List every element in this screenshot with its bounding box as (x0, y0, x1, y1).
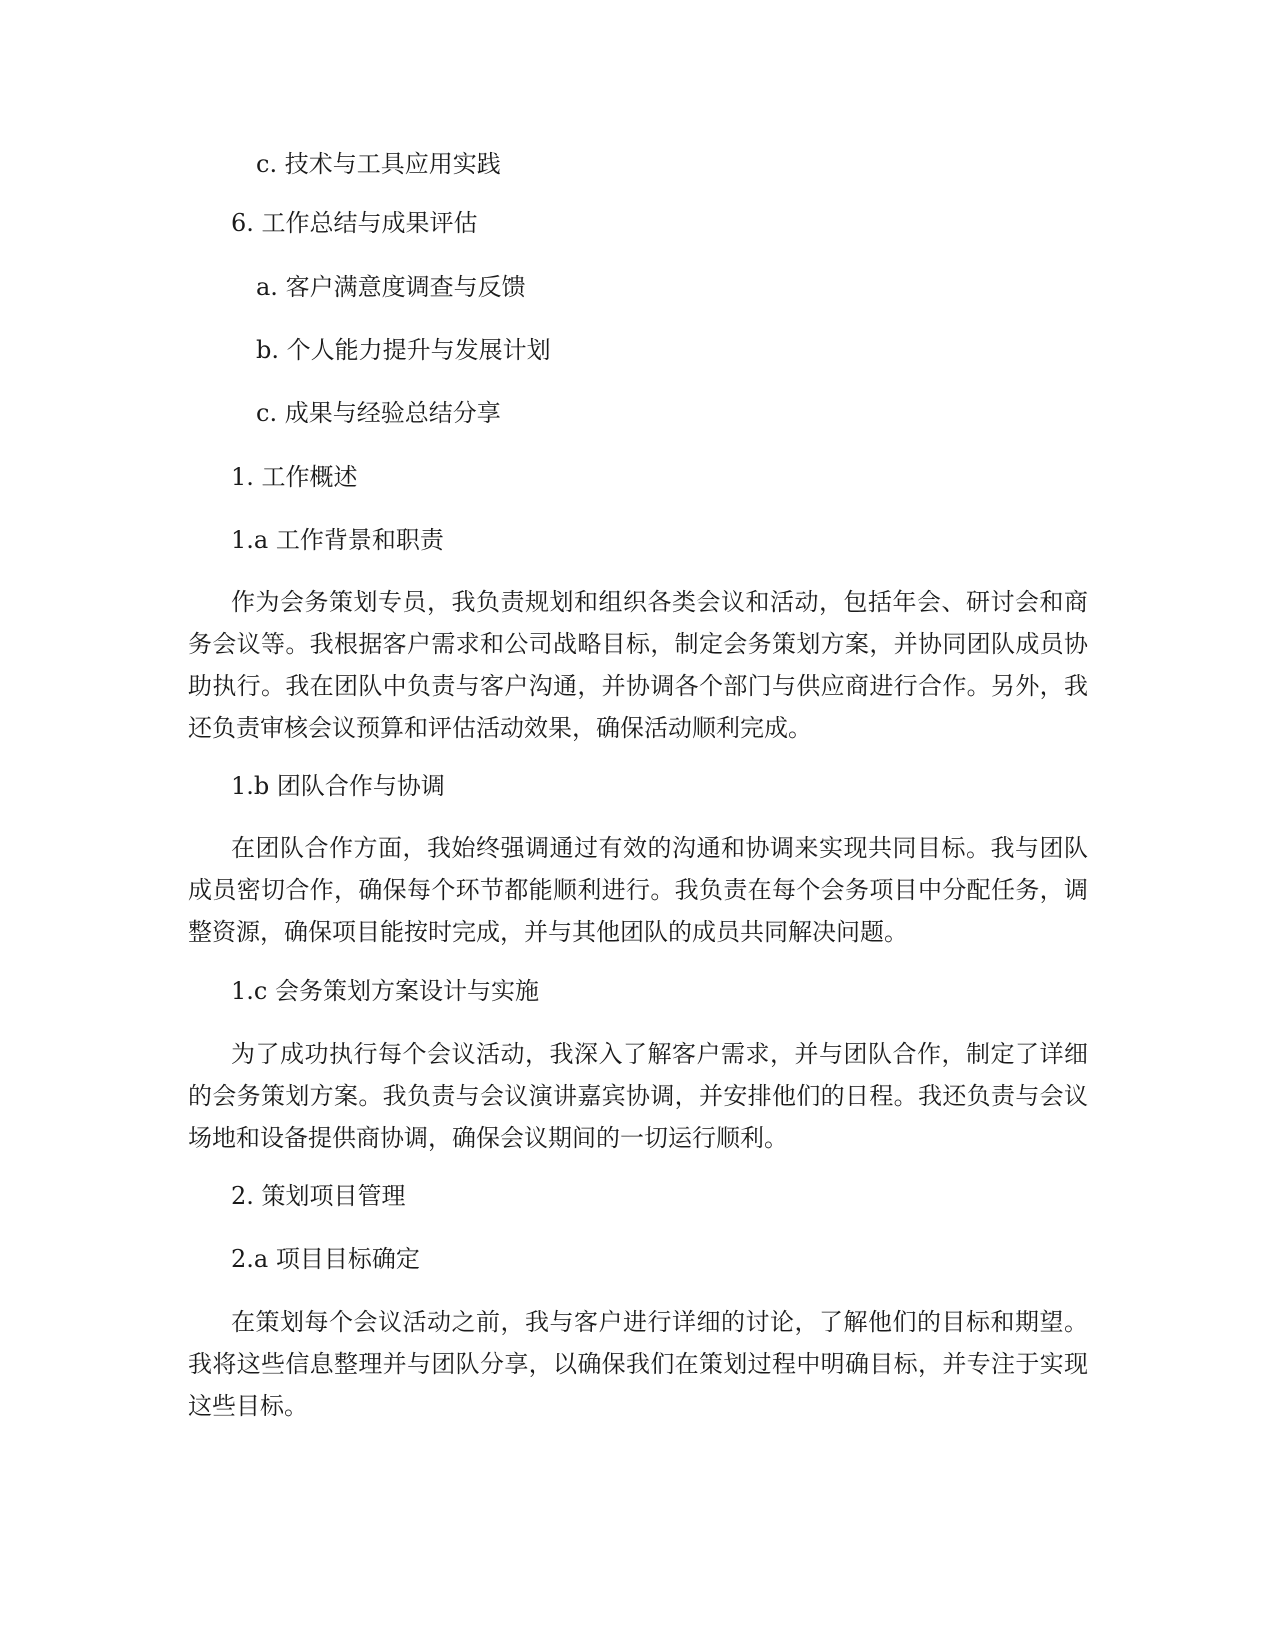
list-item-customer-survey: a. 客户满意度调查与反馈 (256, 273, 526, 301)
list-item-personal-growth: b. 个人能力提升与发展计划 (256, 336, 551, 364)
subsection-heading-1b: 1.b 团队合作与协调 (231, 772, 445, 800)
list-item-results-sharing: c. 成果与经验总结分享 (256, 399, 501, 427)
subsection-heading-1a: 1.a 工作背景和职责 (231, 526, 444, 554)
paragraph-1b: 在团队合作方面，我始终强调通过有效的沟通和协调来实现共同目标。我与团队成员密切合作，确保每个环节都能顺利进行。我负责在每个会务项目中分配任务，调整资源，确保项目能按时完成，并与其他团队的成员共同解决问题。 (188, 834, 1088, 946)
list-item-tech-practice: c. 技术与工具应用实践 (256, 150, 501, 178)
paragraph-1c: 为了成功执行每个会议活动，我深入了解客户需求，并与团队合作，制定了详细的会务策划方案。我负责与会议演讲嘉宾协调，并安排他们的日程。我还负责与会议场地和设备提供商协调，确保会议期间的一切运行顺利。 (188, 1040, 1088, 1152)
paragraph-1a: 作为会务策划专员，我负责规划和组织各类会议和活动，包括年会、研讨会和商务会议等。我根据客户需求和公司战略目标，制定会务策划方案，并协同团队成员协助执行。我在团队中负责与客户沟通，并协调各个部门与供应商进行合作。另外，我还负责审核会议预算和评估活动效果，确保活动顺利完成。 (188, 588, 1088, 742)
section-heading-2: 2. 策划项目管理 (231, 1182, 406, 1210)
subsection-heading-1c: 1.c 会务策划方案设计与实施 (231, 977, 539, 1005)
section-heading-6: 6. 工作总结与成果评估 (231, 209, 478, 237)
subsection-heading-2a: 2.a 项目目标确定 (231, 1245, 420, 1273)
section-heading-1: 1. 工作概述 (231, 463, 358, 491)
paragraph-2a: 在策划每个会议活动之前，我与客户进行详细的讨论，了解他们的目标和期望。我将这些信息整理并与团队分享，以确保我们在策划过程中明确目标，并专注于实现这些目标。 (188, 1308, 1088, 1420)
